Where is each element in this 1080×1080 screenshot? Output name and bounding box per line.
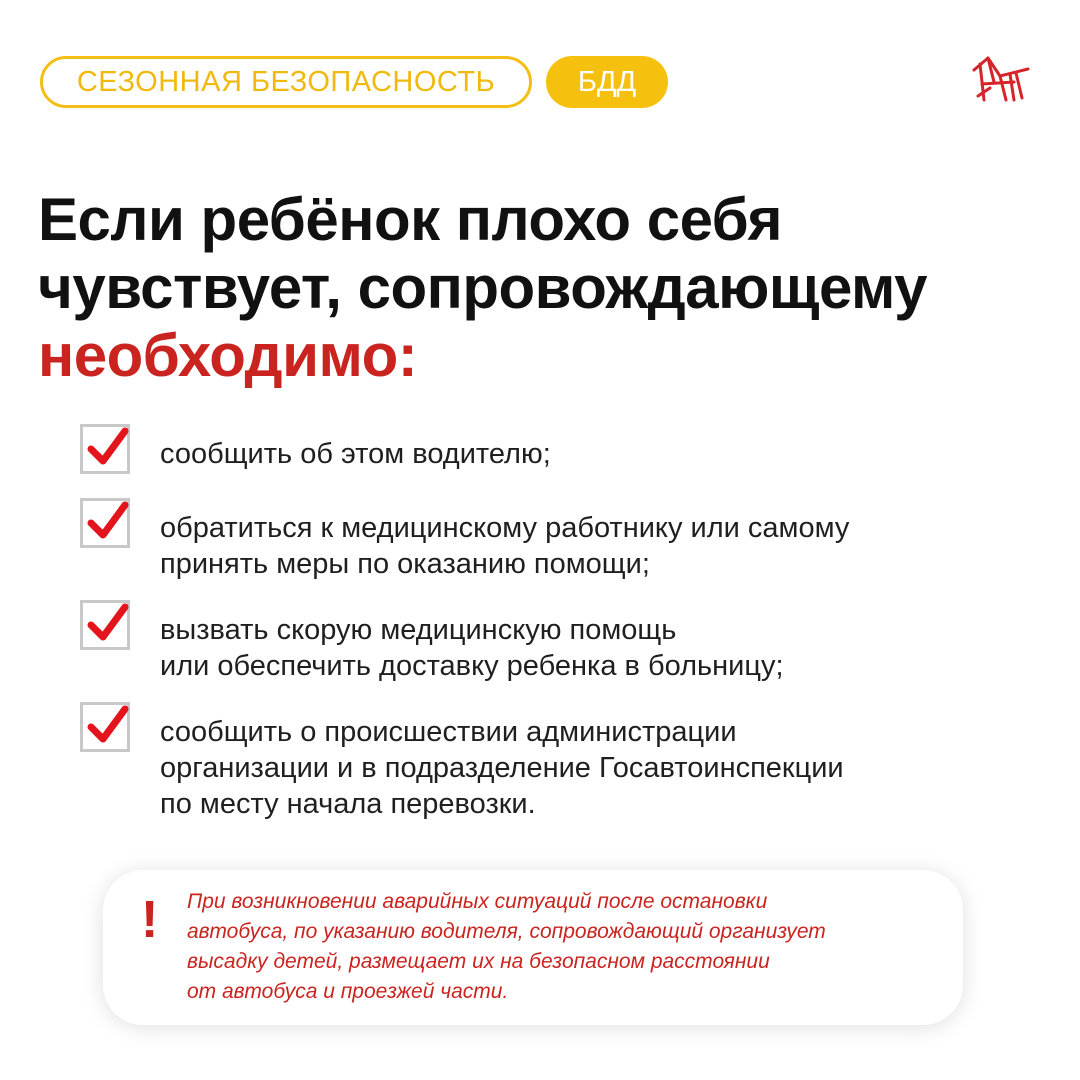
checklist-line: обратиться к медицинскому работнику или самому bbox=[160, 512, 850, 544]
checklist-line: организации и в подразделение Госавтоинспекции bbox=[160, 752, 844, 784]
topic-tag: БДД bbox=[546, 56, 668, 108]
title-accent: необходимо: bbox=[38, 322, 418, 389]
title-line-1: Если ребёнок плохо себя bbox=[38, 186, 782, 253]
title-line-2: чувствует, сопровождающему bbox=[38, 254, 928, 321]
checkmark-icon bbox=[80, 702, 130, 752]
note-line: от автобуса и проезжей части. bbox=[187, 980, 509, 1003]
exclamation-icon: ! bbox=[141, 891, 159, 949]
warning-note-text bbox=[187, 887, 947, 1007]
warning-note bbox=[103, 870, 963, 1025]
checklist-line: сообщить об этом водителю; bbox=[160, 438, 551, 470]
checklist-line: принять меры по оказанию помощи; bbox=[160, 548, 650, 580]
checkmark-icon bbox=[80, 424, 130, 474]
category-tag: СЕЗОННАЯ БЕЗОПАСНОСТЬ bbox=[40, 56, 532, 108]
checklist-item-text bbox=[160, 612, 1020, 684]
note-line: При возникновении аварийных ситуаций после остановки bbox=[187, 890, 768, 913]
checklist-item-text bbox=[160, 510, 1020, 582]
checklist-item-text bbox=[160, 436, 1020, 472]
note-line: высадку детей, размещает их на безопасном расстоянии bbox=[187, 950, 770, 973]
checklist-line: сообщить о происшествии администрации bbox=[160, 716, 737, 748]
note-line: автобуса, по указанию водителя, сопровождающий организует bbox=[187, 920, 826, 943]
checklist-line: вызвать скорую медицинскую помощь bbox=[160, 614, 677, 646]
checklist-item-text bbox=[160, 714, 1020, 822]
checkmark-icon bbox=[80, 600, 130, 650]
page-title bbox=[38, 186, 1048, 390]
checkmark-icon bbox=[80, 498, 130, 548]
checklist-line: или обеспечить доставку ребенка в больницу; bbox=[160, 650, 784, 682]
chair-logo-icon bbox=[970, 52, 1032, 104]
checklist-line: по месту начала перевозки. bbox=[160, 788, 536, 820]
